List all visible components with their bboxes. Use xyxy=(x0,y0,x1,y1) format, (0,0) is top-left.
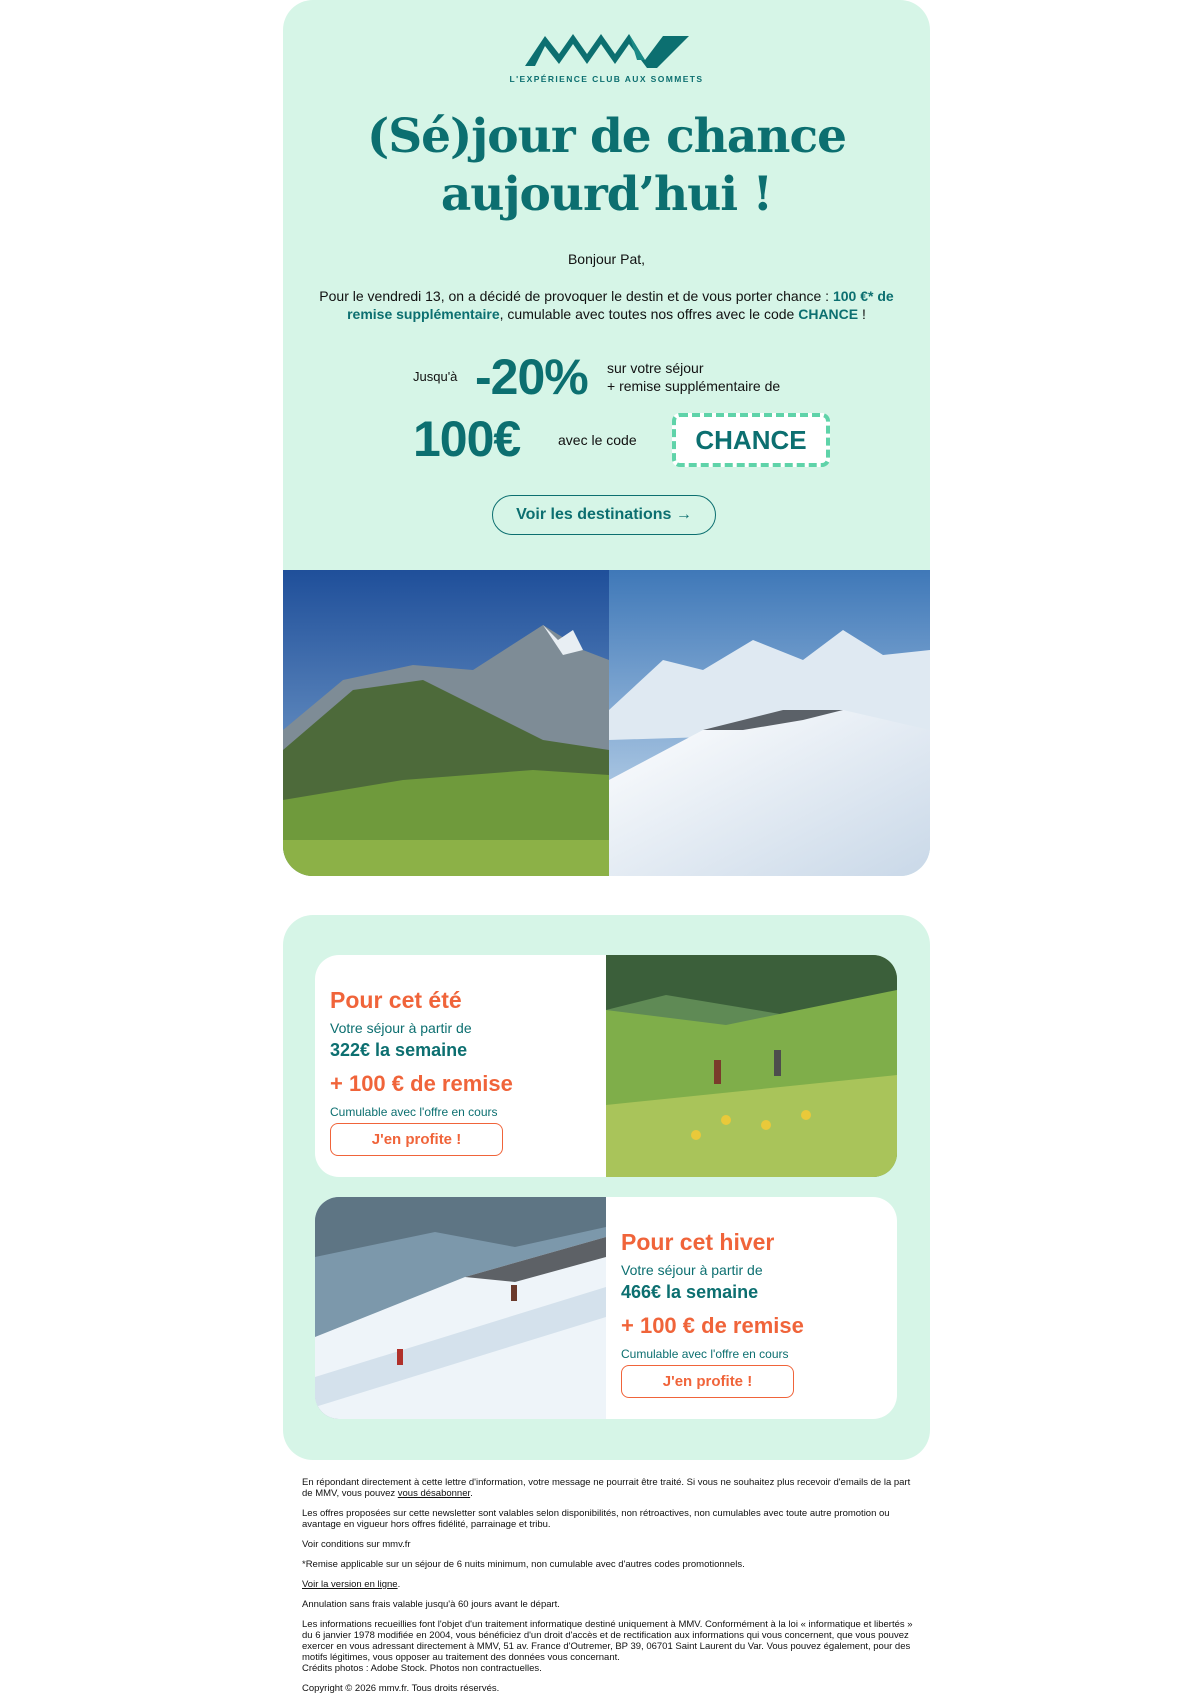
summer-hikers-photo xyxy=(606,955,897,1177)
winter-skiers-photo xyxy=(315,1197,606,1419)
footer-privacy: Les informations recueillies font l'objet d'un traitement informatique destiné uniquement à MMV. Conformément à la loi « informatique et libertés » du 6 janvier 1978 modifiée en 2004, vous bénéficiez d'un droit d'accès et de rectification aux informations qui vous concernent, que vous pouvez exercer en vous adressant directement à MMV, 51 av. France d'Outremer, BP 39, 06701 Saint Laurent du Var. Vous pouvez également, pour des motifs légitimes, vous opposer au traitement des données vous concernant. xyxy=(302,1619,913,1663)
headline-line-1: (Sé)jour de chance xyxy=(366,109,847,164)
offer-subtitle: Votre séjour à partir de xyxy=(330,1020,472,1036)
footer-credits: Crédits photos : Adobe Stock. Photos non contractuelles. xyxy=(302,1663,542,1674)
offer-title: Pour cet été xyxy=(330,987,462,1013)
offer-note: Cumulable avec l'offre en cours xyxy=(330,1105,498,1119)
offer-summer xyxy=(315,955,897,1177)
offer-price: 466€ la semaine xyxy=(621,1282,759,1302)
winter-offer-button[interactable]: J'en profite ! xyxy=(621,1365,794,1398)
offer-bonus: + 100 € de remise xyxy=(621,1313,804,1338)
hero-image xyxy=(283,570,930,876)
winter-image xyxy=(315,1197,606,1419)
offer-bonus: + 100 € de remise xyxy=(330,1071,513,1096)
footer-online-version xyxy=(302,1579,914,1590)
summer-image xyxy=(606,955,897,1177)
brand-tagline: L'EXPÉRIENCE CLUB AUX SOMMETS xyxy=(509,74,704,84)
offer-note: Cumulable avec l'offre en cours xyxy=(621,1347,789,1361)
intro-text-mid: , cumulable avec toutes nos offres avec le code xyxy=(499,306,799,322)
intro-text-end: ! xyxy=(858,306,866,322)
brand-logo[interactable] xyxy=(283,30,930,84)
promo-code-label: avec le code xyxy=(558,432,637,448)
hero-card xyxy=(283,0,930,876)
promo-line-1: sur votre séjour xyxy=(607,360,704,376)
promo-code-box: CHANCE xyxy=(672,413,830,467)
see-destinations-button[interactable]: Voir les destinations → xyxy=(492,495,716,535)
online-version-link[interactable]: Voir la version en ligne xyxy=(302,1579,398,1590)
footer-conditions: Voir conditions sur mmv.fr xyxy=(302,1539,411,1550)
mountain-landscape-photo xyxy=(283,570,930,876)
offer-title: Pour cet hiver xyxy=(621,1229,775,1255)
footer xyxy=(302,1477,914,1703)
footer-text: . xyxy=(470,1488,473,1499)
footer-unsubscribe-note xyxy=(302,1477,914,1499)
offer-winter xyxy=(315,1197,897,1419)
offer-winter-text xyxy=(606,1197,897,1419)
summer-offer-button[interactable]: J'en profite ! xyxy=(330,1123,503,1156)
intro-code: CHANCE xyxy=(798,306,859,322)
offers-card xyxy=(283,915,930,1460)
promo-line-2: + remise supplémentaire de xyxy=(607,378,781,394)
offer-summer-text xyxy=(315,955,606,1177)
greeting: Bonjour Pat, xyxy=(567,251,646,267)
headline-line-2: aujourd’hui ! xyxy=(440,167,773,222)
promo-amount: 100€ xyxy=(413,411,521,467)
offer-subtitle: Votre séjour à partir de xyxy=(621,1262,763,1278)
footer-text: . xyxy=(397,1579,401,1590)
intro-highlight: 100 €* de remise supplémentaire xyxy=(347,288,894,322)
footer-cancellation: Annulation sans frais valable jusqu'à 60 jours avant le départ. xyxy=(302,1599,560,1610)
footer-discount-note: *Remise applicable sur un séjour de 6 nuits minimum, non cumulable avec d'autres codes promotionnels. xyxy=(302,1559,745,1570)
offer-price: 322€ la semaine xyxy=(330,1040,468,1060)
promo-upto-label: Jusqu'à xyxy=(413,369,458,384)
unsubscribe-link[interactable]: vous désabonner xyxy=(397,1488,471,1499)
mmv-logo-mark xyxy=(525,30,689,70)
promo-percent: -20% xyxy=(475,349,588,405)
page-title xyxy=(283,108,930,224)
footer-offers-note: Les offres proposées sur cette newsletter sont valables selon disponibilités, non rétroactives, non cumulables avec toute autre promotion ou avantage en vigueur hors offres fidélité, parrainage et tribu. xyxy=(302,1508,890,1530)
footer-copyright: Copyright © 2026 mmv.fr. Tous droits réservés. xyxy=(302,1683,500,1694)
intro-paragraph xyxy=(313,287,900,323)
footer-text: En répondant directement à cette lettre d'information, votre message ne pourrait être traité. Si vous ne souhaitez plus recevoir d'emails de la part de MMV, vous pouvez xyxy=(302,1477,911,1499)
intro-text: Pour le vendredi 13, on a décidé de provoquer le destin et de vous porter chance : xyxy=(319,288,833,304)
